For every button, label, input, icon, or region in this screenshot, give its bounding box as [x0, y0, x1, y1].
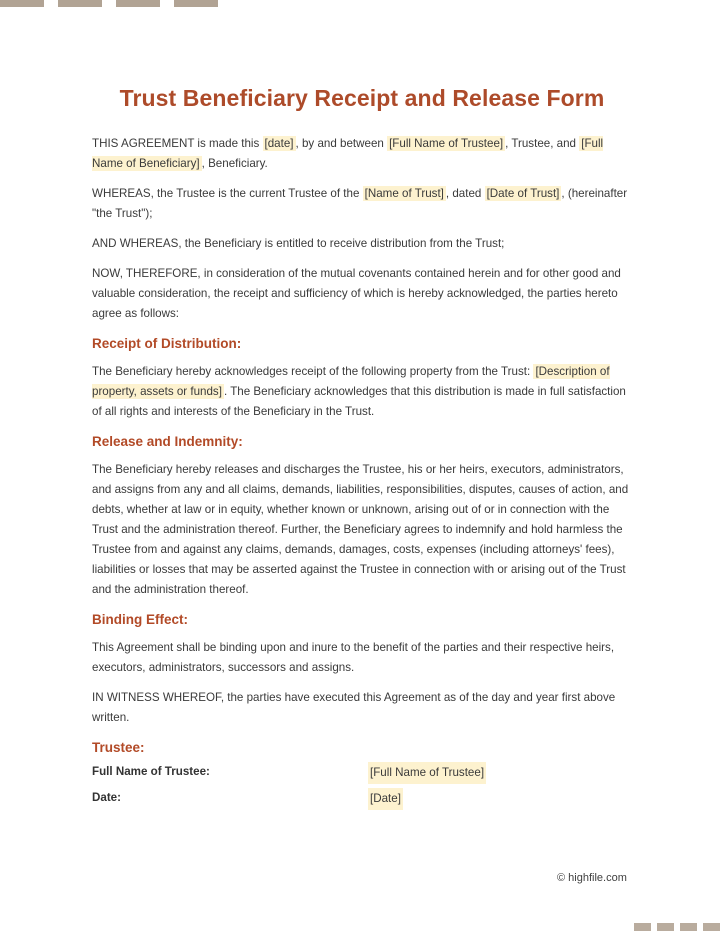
witness-clause: IN WITNESS WHEREOF, the parties have executed this Agreement as of the day and year first above written. [92, 691, 616, 724]
text-segment: THIS AGREEMENT is made this [92, 137, 263, 150]
section-heading-trustee: Trustee: [92, 740, 145, 755]
placeholder-trust-date[interactable]: [Date of Trust] [486, 187, 560, 200]
text-segment: , (hereinafter "the Trust"); [92, 187, 628, 220]
dash [680, 923, 697, 931]
trustee-name-field-value[interactable]: [Full Name of Trustee] [368, 762, 486, 784]
text-segment: , by and between [295, 137, 388, 150]
release-and-indemnity-paragraph: The Beneficiary hereby releases and discharges the Trustee, his or her heirs, executors, administrators, and assigns from any and all claims, demands, liabilities, responsibilities, disputes, causes of action, and debts, whether at law or in equity, whether known or unknown, arising out of or in connection with the Trust and the administration thereof. Further, the Beneficiary agrees to indemnify and hold harmless the Trustee from and against any claims, demands, damages, costs, expenses (including attorneys' fees), liabilities or losses that may be asserted against the Trustee in connection with or arising out of the Trust and the administration thereof. [92, 463, 629, 596]
trustee-date-field-row [92, 788, 632, 810]
placeholder-trust-name[interactable]: [Name of Trust] [364, 187, 444, 200]
placeholder-beneficiary-name[interactable]: [Full Name of Beneficiary] [92, 137, 604, 170]
trustee-name-field-label: Full Name of Trustee: [92, 765, 210, 778]
section-heading-release-and-indemnity: Release and Indemnity: [92, 434, 243, 449]
placeholder-trustee-name[interactable]: [Full Name of Trustee] [389, 137, 504, 150]
text-segment: , dated [445, 187, 485, 200]
section-heading-binding-effect: Binding Effect: [92, 612, 188, 627]
placeholder-property-description[interactable]: [Description of property, assets or funds] [92, 365, 610, 398]
trustee-date-field-value[interactable]: [Date] [368, 788, 403, 810]
text-segment: The Beneficiary hereby acknowledges receipt of the following property from the Trust: [92, 365, 534, 378]
page-corner-dashes-bottom-right [634, 923, 720, 931]
text-segment: , Beneficiary. [201, 157, 268, 170]
section-heading-receipt-of-distribution: Receipt of Distribution: [92, 336, 242, 351]
placeholder-date[interactable]: [date] [264, 137, 294, 150]
text-segment: WHEREAS, the Trustee is the current Trustee of the [92, 187, 363, 200]
now-therefore-clause: NOW, THEREFORE, in consideration of the mutual covenants contained herein and for other good and valuable consideration, the receipt and sufficiency of which is hereby acknowledged, the parties hereto agree as follows: [92, 267, 621, 320]
trustee-name-field-row [92, 762, 632, 784]
agreement-intro-paragraph [92, 134, 632, 174]
trustee-date-field-label: Date: [92, 791, 121, 804]
whereas-clause [92, 184, 632, 224]
dash [657, 923, 674, 931]
binding-effect-paragraph: This Agreement shall be binding upon and inure to the benefit of the parties and their respective heirs, executors, administrators, successors and assigns. [92, 641, 615, 674]
receipt-of-distribution-paragraph [92, 362, 632, 422]
dash [0, 0, 44, 7]
document-title: Trust Beneficiary Receipt and Release Form [119, 85, 605, 111]
text-segment: , Trustee, and [505, 137, 580, 150]
text-segment: . The Beneficiary acknowledges that this distribution is made in full satisfaction of all rights and interests of the Beneficiary in the Trust. [92, 385, 626, 418]
dash [634, 923, 651, 931]
and-whereas-clause: AND WHEREAS, the Beneficiary is entitled to receive distribution from the Trust; [92, 237, 505, 250]
dash [703, 923, 720, 931]
document-content [92, 0, 632, 810]
footer-copyright: © highfile.com [557, 872, 627, 884]
